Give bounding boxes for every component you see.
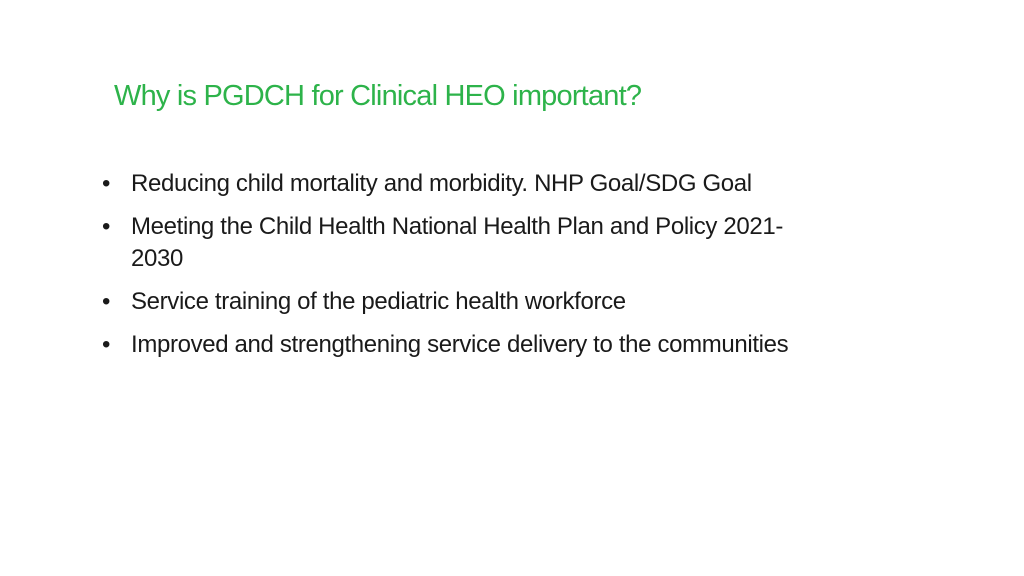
bullet-icon: • bbox=[102, 213, 111, 240]
slide-title: Why is PGDCH for Clinical HEO important? bbox=[114, 80, 642, 112]
bullet-item bbox=[100, 286, 920, 318]
bullet-list bbox=[100, 168, 920, 372]
bullet-text-continuation: 2030 bbox=[131, 245, 183, 272]
bullet-icon: • bbox=[102, 170, 111, 197]
bullet-item bbox=[100, 168, 920, 200]
bullet-text: Reducing child mortality and morbidity. NHP Goal/SDG Goal bbox=[131, 170, 752, 197]
bullet-icon: • bbox=[102, 331, 111, 358]
bullet-text: Improved and strengthening service delivery to the communities bbox=[131, 331, 789, 358]
bullet-text: Service training of the pediatric health workforce bbox=[131, 288, 626, 315]
bullet-item bbox=[100, 211, 920, 275]
bullet-item bbox=[100, 329, 920, 361]
bullet-icon: • bbox=[102, 288, 111, 315]
bullet-text: Meeting the Child Health National Health Plan and Policy 2021- bbox=[131, 213, 784, 240]
